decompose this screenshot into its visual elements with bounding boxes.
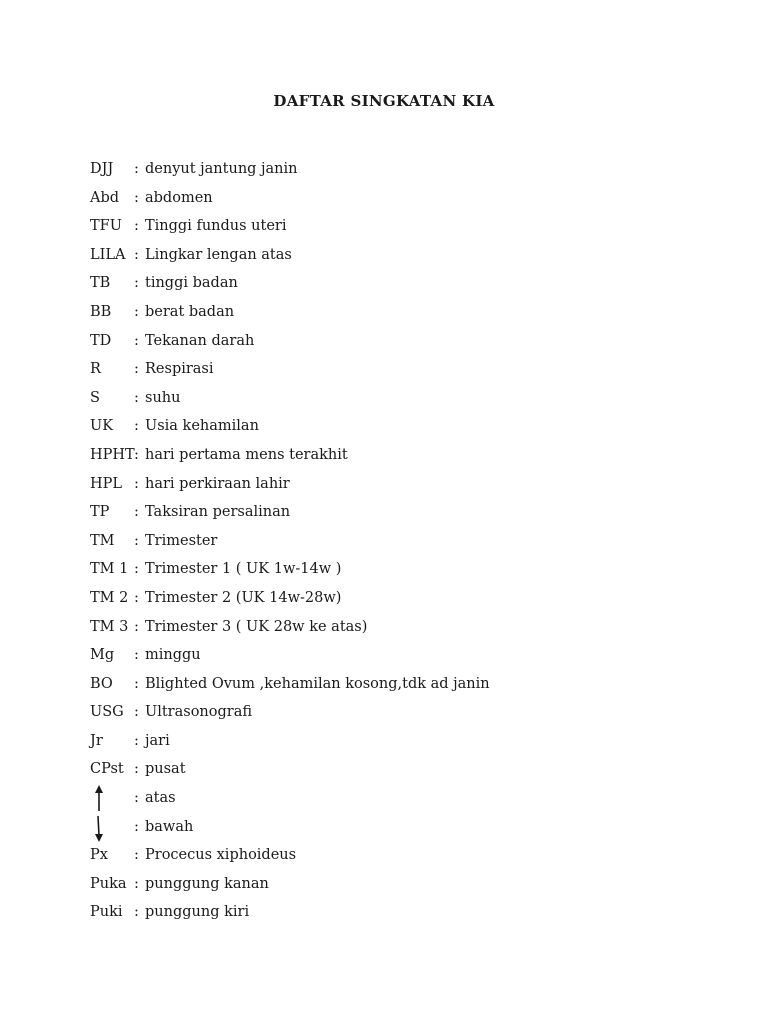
separator: : — [134, 818, 139, 835]
list-item — [90, 214, 690, 243]
definition: punggung kanan — [145, 875, 269, 892]
abbreviation: LILA — [90, 246, 126, 263]
separator: : — [134, 532, 139, 549]
definition: bawah — [145, 818, 194, 835]
abbreviation: Mg — [90, 647, 115, 664]
list-item — [90, 186, 690, 215]
abbreviation: TFU — [90, 218, 122, 235]
abbreviation: TB — [90, 275, 111, 292]
separator: : — [134, 161, 139, 177]
page-title: DAFTAR SINGKATAN KIA — [273, 92, 495, 110]
separator: : — [134, 761, 139, 778]
abbreviation: TD — [90, 332, 112, 349]
abbreviation: Px — [90, 847, 108, 864]
definition: tinggi badan — [145, 275, 238, 292]
list-item — [90, 672, 690, 701]
definition: denyut jantung janin — [145, 161, 298, 177]
list-item — [90, 386, 690, 415]
list-item — [90, 329, 690, 358]
separator: : — [134, 275, 139, 292]
list-item — [90, 472, 690, 501]
separator: : — [134, 847, 139, 864]
definition: abdomen — [145, 189, 213, 206]
abbreviation-list — [90, 157, 690, 929]
separator: : — [134, 904, 139, 921]
abbreviation: HPHT — [90, 446, 135, 463]
list-item — [90, 557, 690, 586]
list-item — [90, 872, 690, 901]
definition: Tinggi fundus uteri — [145, 218, 287, 235]
abbreviation: CPst — [90, 761, 124, 778]
definition: minggu — [145, 647, 201, 664]
abbreviation: TM 1 — [90, 561, 129, 578]
abbreviation: R — [90, 361, 101, 378]
separator: : — [134, 647, 139, 664]
abbreviation: TM — [90, 532, 115, 549]
list-item — [90, 843, 690, 872]
definition: hari perkiraan lahir — [145, 475, 290, 492]
list-item — [90, 643, 690, 672]
separator: : — [134, 418, 139, 435]
list-item — [90, 757, 690, 786]
list-item — [90, 586, 690, 615]
list-item — [90, 815, 690, 844]
definition: Blighted Ovum ,kehamilan kosong,tdk ad janin — [145, 675, 490, 692]
separator: : — [134, 675, 139, 692]
list-item — [90, 700, 690, 729]
list-item — [90, 357, 690, 386]
definition: pusat — [145, 761, 186, 778]
list-item — [90, 729, 690, 758]
separator: : — [134, 875, 139, 892]
abbreviation: BO — [90, 675, 113, 692]
list-item — [90, 300, 690, 329]
list-item — [90, 443, 690, 472]
separator: : — [134, 589, 139, 606]
definition: berat badan — [145, 303, 235, 320]
abbreviation: Puki — [90, 904, 123, 921]
separator: : — [134, 790, 139, 807]
separator: : — [134, 218, 139, 235]
abbreviation: Puka — [90, 875, 127, 892]
definition: Usia kehamilan — [145, 418, 259, 435]
abbreviation: HPL — [90, 475, 123, 492]
definition: Trimester 1 ( UK 1w-14w ) — [145, 561, 342, 578]
separator: : — [134, 361, 139, 378]
list-item — [90, 615, 690, 644]
definition: Respirasi — [145, 361, 214, 378]
list-item — [90, 243, 690, 272]
arrow-up-icon — [92, 784, 106, 814]
definition: atas — [145, 790, 176, 807]
list-item — [90, 271, 690, 300]
definition: Taksiran persalinan — [145, 504, 291, 521]
definition: Ultrasonografi — [145, 704, 253, 721]
definition: punggung kiri — [145, 904, 250, 921]
abbreviation: BB — [90, 303, 112, 320]
separator: : — [134, 561, 139, 578]
separator: : — [134, 189, 139, 206]
abbreviation: TM 3 — [90, 618, 129, 635]
separator: : — [134, 732, 139, 749]
definition: Procecus xiphoideus — [145, 847, 297, 864]
separator: : — [134, 246, 139, 263]
definition: suhu — [145, 389, 181, 406]
abbreviation: Jr — [90, 732, 103, 749]
definition: Trimester — [145, 532, 218, 549]
separator: : — [134, 704, 139, 721]
definition: jari — [145, 732, 170, 749]
separator: : — [134, 504, 139, 521]
separator: : — [134, 475, 139, 492]
abbreviation: TP — [90, 504, 110, 521]
definition: Lingkar lengan atas — [145, 246, 292, 263]
separator: : — [134, 303, 139, 320]
list-item — [90, 786, 690, 815]
abbreviation: USG — [90, 704, 124, 721]
separator: : — [134, 618, 139, 635]
separator: : — [134, 446, 139, 463]
abbreviation: Abd — [90, 189, 120, 206]
abbreviation: UK — [90, 418, 114, 435]
abbreviation: DJJ — [90, 161, 114, 177]
list-item — [90, 900, 690, 929]
list-item — [90, 157, 690, 186]
abbreviation: TM 2 — [90, 589, 129, 606]
abbreviation: S — [90, 389, 100, 406]
definition: Trimester 3 ( UK 28w ke atas) — [145, 618, 368, 635]
list-item — [90, 529, 690, 558]
definition: Tekanan darah — [145, 332, 255, 349]
definition: Trimester 2 (UK 14w-28w) — [145, 589, 342, 606]
definition: hari pertama mens terakhit — [145, 446, 348, 463]
list-item — [90, 414, 690, 443]
list-item — [90, 500, 690, 529]
separator: : — [134, 389, 139, 406]
arrow-down-icon — [92, 813, 106, 843]
separator: : — [134, 332, 139, 349]
